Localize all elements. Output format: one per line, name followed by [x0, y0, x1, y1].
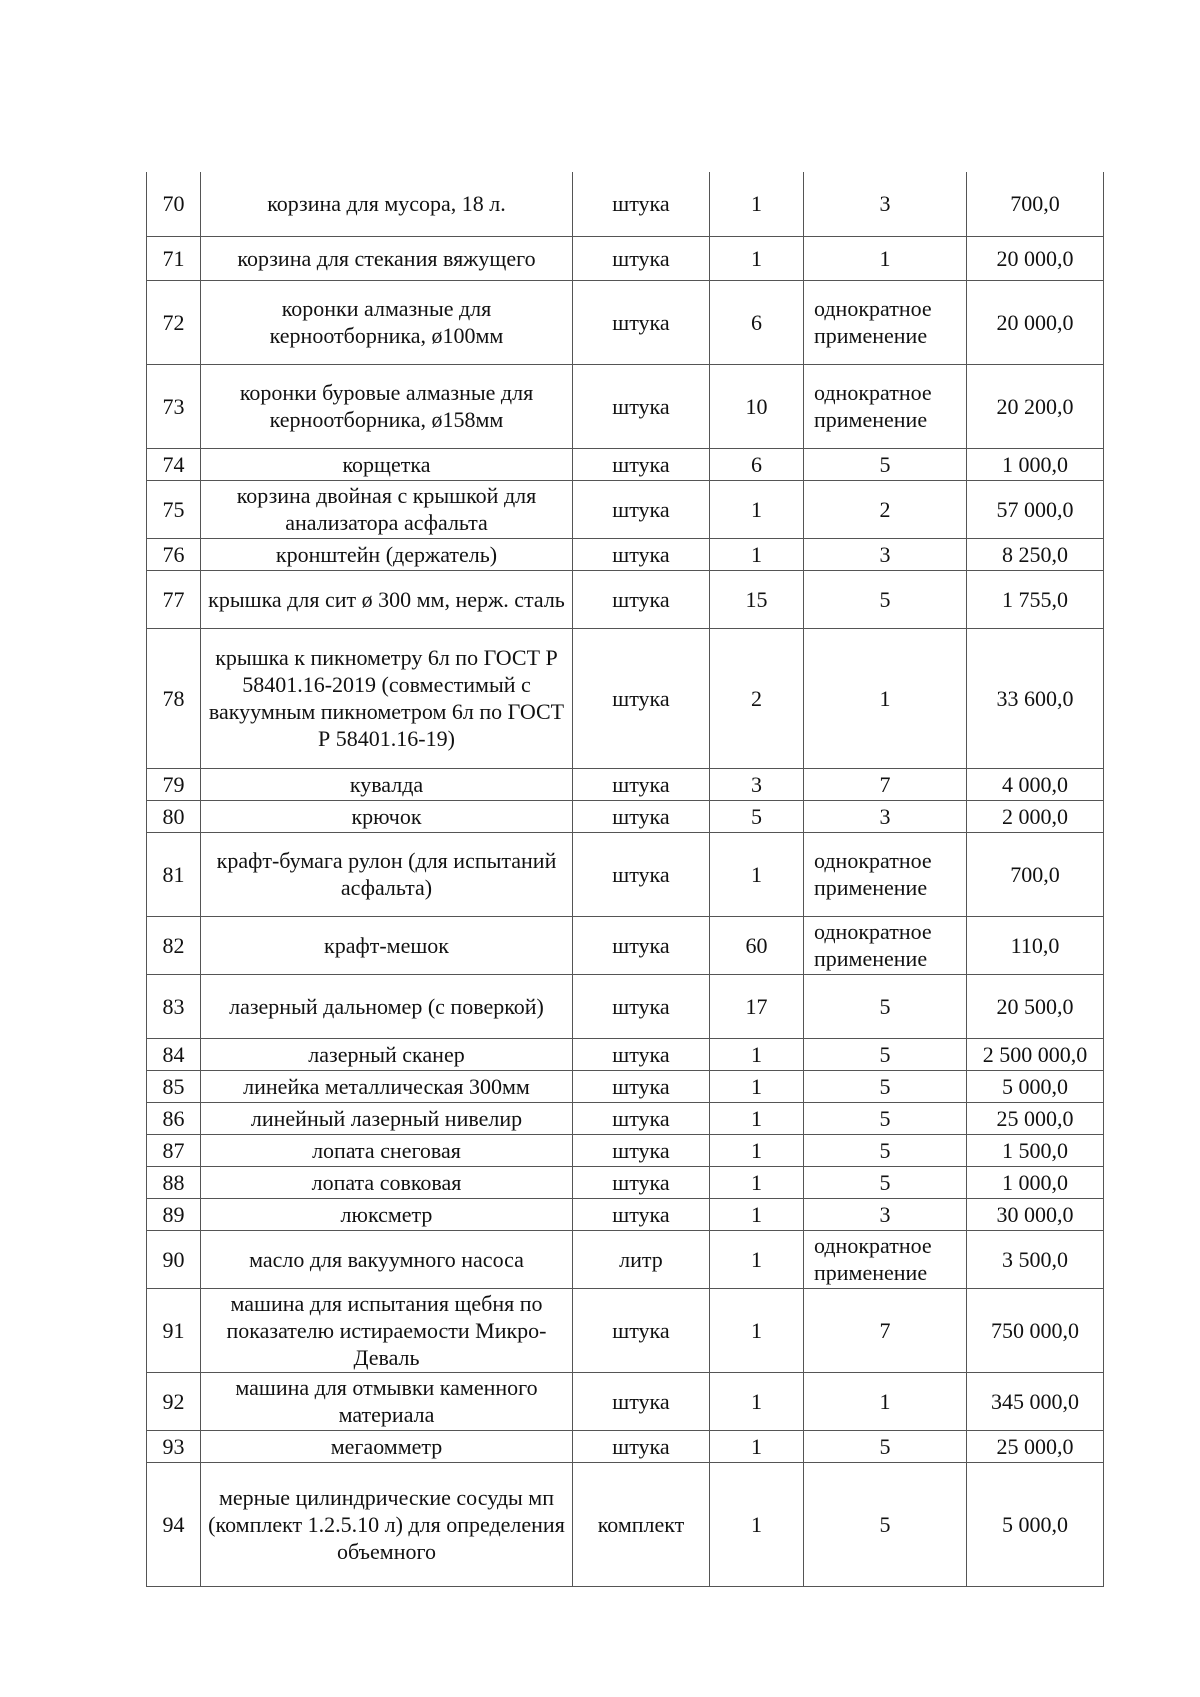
item-name-cell: машина для отмывки каменного материала: [201, 1372, 573, 1430]
unit-cell: штука: [573, 916, 710, 974]
item-name-cell: линейный лазерный нивелир: [201, 1102, 573, 1134]
quantity-cell: 10: [710, 364, 804, 448]
row-number-cell: 91: [147, 1288, 201, 1372]
unit-cell: штука: [573, 280, 710, 364]
table-row: [147, 1372, 1104, 1430]
price-cell: 110,0: [967, 916, 1104, 974]
unit-cell: штука: [573, 800, 710, 832]
table-row: [147, 448, 1104, 480]
quantity-cell: 3: [710, 768, 804, 800]
unit-cell: штука: [573, 832, 710, 916]
price-cell: 3 500,0: [967, 1230, 1104, 1288]
unit-cell: штука: [573, 1038, 710, 1070]
price-cell: 20 000,0: [967, 280, 1104, 364]
row-number-cell: 79: [147, 768, 201, 800]
row-number-cell: 92: [147, 1372, 201, 1430]
item-name-cell: крючок: [201, 800, 573, 832]
item-name-cell: мегаомметр: [201, 1430, 573, 1462]
row-number-cell: 80: [147, 800, 201, 832]
service-life-cell: 5: [804, 570, 967, 628]
item-name-cell: корщетка: [201, 448, 573, 480]
row-number-cell: 90: [147, 1230, 201, 1288]
price-cell: 33 600,0: [967, 628, 1104, 768]
service-life-cell: однократное применение: [804, 916, 967, 974]
equipment-table: [146, 172, 1104, 1587]
unit-cell: штука: [573, 1288, 710, 1372]
table-row: [147, 1198, 1104, 1230]
service-life-cell: однократное применение: [804, 1230, 967, 1288]
service-life-cell: 5: [804, 1038, 967, 1070]
price-cell: 57 000,0: [967, 480, 1104, 538]
price-cell: 750 000,0: [967, 1288, 1104, 1372]
row-number-cell: 84: [147, 1038, 201, 1070]
service-life-cell: 5: [804, 974, 967, 1038]
item-name-cell: кувалда: [201, 768, 573, 800]
unit-cell: штука: [573, 172, 710, 236]
row-number-cell: 77: [147, 570, 201, 628]
table-row: [147, 1070, 1104, 1102]
item-name-cell: лазерный дальномер (с поверкой): [201, 974, 573, 1038]
service-life-cell: 3: [804, 800, 967, 832]
quantity-cell: 60: [710, 916, 804, 974]
item-name-cell: крышка для сит ø 300 мм, нерж. сталь: [201, 570, 573, 628]
unit-cell: штука: [573, 1166, 710, 1198]
service-life-cell: однократное применение: [804, 832, 967, 916]
unit-cell: штука: [573, 1372, 710, 1430]
item-name-cell: кронштейн (держатель): [201, 538, 573, 570]
item-name-cell: коронки буровые алмазные для керноотборника, ø158мм: [201, 364, 573, 448]
quantity-cell: 17: [710, 974, 804, 1038]
table-row: [147, 236, 1104, 280]
price-cell: 700,0: [967, 832, 1104, 916]
service-life-cell: 5: [804, 1430, 967, 1462]
table-row: [147, 1288, 1104, 1372]
unit-cell: штука: [573, 628, 710, 768]
row-number-cell: 73: [147, 364, 201, 448]
quantity-cell: 1: [710, 1372, 804, 1430]
unit-cell: штука: [573, 768, 710, 800]
row-number-cell: 81: [147, 832, 201, 916]
service-life-cell: 5: [804, 1134, 967, 1166]
table-row: [147, 364, 1104, 448]
unit-cell: штука: [573, 1070, 710, 1102]
service-life-cell: 5: [804, 1166, 967, 1198]
table-row: [147, 538, 1104, 570]
item-name-cell: крышка к пикнометру 6л по ГОСТ Р 58401.16-2019 (совместимый с вакуумным пикнометром 6л по ГОСТ Р 58401.16-19): [201, 628, 573, 768]
row-number-cell: 86: [147, 1102, 201, 1134]
service-life-cell: 2: [804, 480, 967, 538]
unit-cell: штука: [573, 480, 710, 538]
unit-cell: комплект: [573, 1462, 710, 1586]
unit-cell: штука: [573, 1134, 710, 1166]
row-number-cell: 72: [147, 280, 201, 364]
item-name-cell: лазерный сканер: [201, 1038, 573, 1070]
unit-cell: штука: [573, 974, 710, 1038]
row-number-cell: 78: [147, 628, 201, 768]
table-row: [147, 1134, 1104, 1166]
table-row: [147, 1102, 1104, 1134]
row-number-cell: 71: [147, 236, 201, 280]
unit-cell: литр: [573, 1230, 710, 1288]
quantity-cell: 1: [710, 1166, 804, 1198]
row-number-cell: 89: [147, 1198, 201, 1230]
unit-cell: штука: [573, 448, 710, 480]
price-cell: 20 200,0: [967, 364, 1104, 448]
price-cell: 25 000,0: [967, 1430, 1104, 1462]
price-cell: 2 500 000,0: [967, 1038, 1104, 1070]
quantity-cell: 2: [710, 628, 804, 768]
price-cell: 25 000,0: [967, 1102, 1104, 1134]
item-name-cell: масло для вакуумного насоса: [201, 1230, 573, 1288]
table-row: [147, 280, 1104, 364]
service-life-cell: однократное применение: [804, 364, 967, 448]
service-life-cell: 3: [804, 1198, 967, 1230]
service-life-cell: 1: [804, 1372, 967, 1430]
quantity-cell: 1: [710, 1134, 804, 1166]
row-number-cell: 83: [147, 974, 201, 1038]
quantity-cell: 1: [710, 538, 804, 570]
service-life-cell: 3: [804, 172, 967, 236]
item-name-cell: корзина для стекания вяжущего: [201, 236, 573, 280]
row-number-cell: 85: [147, 1070, 201, 1102]
quantity-cell: 1: [710, 1462, 804, 1586]
service-life-cell: 1: [804, 628, 967, 768]
row-number-cell: 74: [147, 448, 201, 480]
quantity-cell: 1: [710, 1102, 804, 1134]
row-number-cell: 94: [147, 1462, 201, 1586]
quantity-cell: 6: [710, 280, 804, 364]
table-row: [147, 172, 1104, 236]
price-cell: 5 000,0: [967, 1462, 1104, 1586]
quantity-cell: 1: [710, 1230, 804, 1288]
item-name-cell: лопата совковая: [201, 1166, 573, 1198]
table-row: [147, 628, 1104, 768]
quantity-cell: 1: [710, 1198, 804, 1230]
service-life-cell: 5: [804, 448, 967, 480]
row-number-cell: 75: [147, 480, 201, 538]
service-life-cell: однократное применение: [804, 280, 967, 364]
price-cell: 5 000,0: [967, 1070, 1104, 1102]
price-cell: 1 500,0: [967, 1134, 1104, 1166]
price-cell: 1 000,0: [967, 1166, 1104, 1198]
table-row: [147, 974, 1104, 1038]
quantity-cell: 1: [710, 172, 804, 236]
price-cell: 1 000,0: [967, 448, 1104, 480]
price-cell: 4 000,0: [967, 768, 1104, 800]
service-life-cell: 1: [804, 236, 967, 280]
unit-cell: штука: [573, 1198, 710, 1230]
price-cell: 20 500,0: [967, 974, 1104, 1038]
unit-cell: штука: [573, 364, 710, 448]
quantity-cell: 5: [710, 800, 804, 832]
price-cell: 345 000,0: [967, 1372, 1104, 1430]
price-cell: 20 000,0: [967, 236, 1104, 280]
service-life-cell: 7: [804, 1288, 967, 1372]
table-row: [147, 1038, 1104, 1070]
unit-cell: штука: [573, 538, 710, 570]
row-number-cell: 70: [147, 172, 201, 236]
row-number-cell: 87: [147, 1134, 201, 1166]
item-name-cell: люксметр: [201, 1198, 573, 1230]
table-row: [147, 916, 1104, 974]
item-name-cell: коронки алмазные для керноотборника, ø100мм: [201, 280, 573, 364]
service-life-cell: 5: [804, 1102, 967, 1134]
quantity-cell: 15: [710, 570, 804, 628]
service-life-cell: 7: [804, 768, 967, 800]
table-row: [147, 570, 1104, 628]
item-name-cell: линейка металлическая 300мм: [201, 1070, 573, 1102]
item-name-cell: крафт-мешок: [201, 916, 573, 974]
table-row: [147, 832, 1104, 916]
item-name-cell: корзина для мусора, 18 л.: [201, 172, 573, 236]
quantity-cell: 1: [710, 236, 804, 280]
table-row: [147, 1230, 1104, 1288]
service-life-cell: 5: [804, 1462, 967, 1586]
unit-cell: штука: [573, 236, 710, 280]
item-name-cell: машина для испытания щебня по показателю истираемости Микро-Деваль: [201, 1288, 573, 1372]
price-cell: 1 755,0: [967, 570, 1104, 628]
item-name-cell: мерные цилиндрические сосуды мп (комплект 1.2.5.10 л) для определения объемного: [201, 1462, 573, 1586]
unit-cell: штука: [573, 1430, 710, 1462]
row-number-cell: 88: [147, 1166, 201, 1198]
quantity-cell: 1: [710, 1070, 804, 1102]
table-row: [147, 480, 1104, 538]
quantity-cell: 1: [710, 1430, 804, 1462]
quantity-cell: 1: [710, 832, 804, 916]
item-name-cell: лопата снеговая: [201, 1134, 573, 1166]
service-life-cell: 3: [804, 538, 967, 570]
item-name-cell: крафт-бумага рулон (для испытаний асфальта): [201, 832, 573, 916]
row-number-cell: 76: [147, 538, 201, 570]
table-row: [147, 768, 1104, 800]
quantity-cell: 1: [710, 1288, 804, 1372]
price-cell: 700,0: [967, 172, 1104, 236]
price-cell: 2 000,0: [967, 800, 1104, 832]
price-cell: 8 250,0: [967, 538, 1104, 570]
table-row: [147, 1462, 1104, 1586]
quantity-cell: 1: [710, 480, 804, 538]
quantity-cell: 6: [710, 448, 804, 480]
table-row: [147, 800, 1104, 832]
row-number-cell: 82: [147, 916, 201, 974]
quantity-cell: 1: [710, 1038, 804, 1070]
table-row: [147, 1166, 1104, 1198]
unit-cell: штука: [573, 570, 710, 628]
table-body: [147, 172, 1104, 1586]
price-cell: 30 000,0: [967, 1198, 1104, 1230]
item-name-cell: корзина двойная с крышкой для анализатора асфальта: [201, 480, 573, 538]
unit-cell: штука: [573, 1102, 710, 1134]
row-number-cell: 93: [147, 1430, 201, 1462]
service-life-cell: 5: [804, 1070, 967, 1102]
table-row: [147, 1430, 1104, 1462]
